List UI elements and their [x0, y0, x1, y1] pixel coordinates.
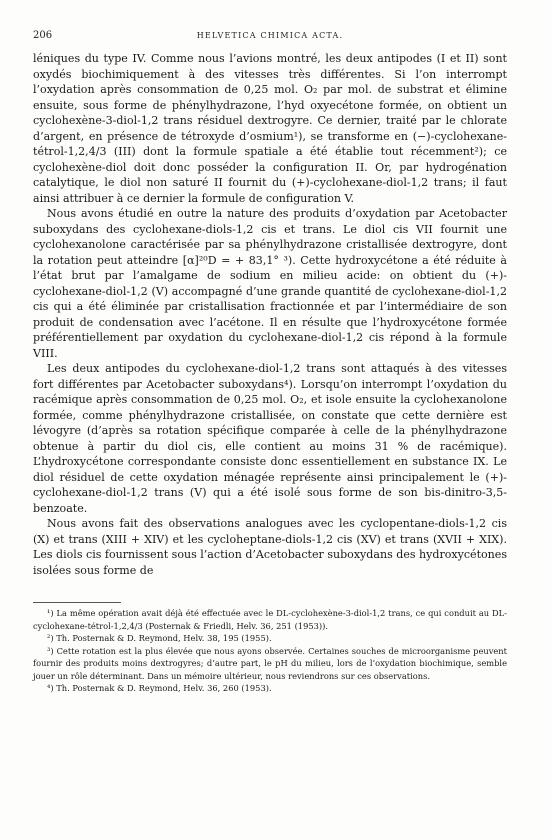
- footnote-divider: [33, 602, 121, 603]
- footnote-3: ³) Cette rotation est la plus élevée que nous ayons observée. Certaines souches de microorganisme peuvent fournir des produits moins dextrogyres; d’autre part, le pH du milieu, lors de l’oxydation biochimique, semble jouer un rôle déterminant. Dans un mémoire ultérieur, nous reviendrons sur ces observations.: [33, 645, 507, 681]
- footnote-4: ⁴) Th. Posternak & D. Reymond, Helv. 36, 260 (1953).: [47, 683, 272, 693]
- footnote-2: ²) Th. Posternak & D. Reymond, Helv. 38, 195 (1955).: [47, 633, 272, 643]
- page-header: [33, 30, 507, 44]
- paragraph-1: léniques du type IV. Comme nous l’avions montré, les deux antipodes (I et II) sont oxydés biochimiquement à des vitesses très différentes. Si l’on interrompt l’oxydation après consommation de 0,25 mol. O₂ par mol. de substrat et élimine ensuite, sous forme de phénylhydrazone, l’hyd oxyecétone formée, on obtient un cyclohexène-3-diol-1,2 trans résiduel dextrogyre. Ce dernier, traité par le chlorate d’argent, en présence de tétroxyde d’osmium¹), se transforme en (−)-cyclohexane-tétrol-1,2,4/3 (III) dont la formule spatiale a été établie tout récemment²); ce cyclohexène-diol doit donc posséder la configuration II. Or, par hydrogénation catalytique, le diol non saturé II fournit du (+)-cyclohexane-diol-1,2 trans; il faut ainsi attribuer à ce dernier la formule de configuration V.: [33, 52, 507, 205]
- footnotes: [33, 607, 507, 695]
- page-number: 206: [33, 30, 53, 41]
- paragraph-2: Nous avons étudié en outre la nature des produits d’oxydation par Acetobacter suboxydans des cyclohexane-diols-1,2 cis et trans. Le diol cis VII fournit une cyclohexanolone caractérisée par sa phénylhydrazone cristallisée dextrogyre, dont la rotation peut atteindre [α]²⁰D = + 83,1° ³). Cette hydroxycétone a été réduite à l’état brut par l’amalgame de sodium en milieu acide: on obtient du (+)-cyclohexane-diol-1,2 (V) accompagné d’une grande quantité de cyclohexane-diol-1,2 cis qui a été éliminée par cristallisation fractionnée et par l’intermédiaire de son produit de condensation avec l’acétone. Il en résulte que l’hydroxycétone formée préférentiellement par oxydation du cyclohexane-diol-1,2 cis répond à la formule VIII.: [33, 207, 507, 360]
- body-text: [33, 51, 507, 578]
- paragraph-3: Les deux antipodes du cyclohexane-diol-1,2 trans sont attaqués à des vitesses fort différentes par Acetobacter suboxydans⁴). Lorsqu’on interrompt l’oxydation du racémique après consommation de 0,25 mol. O₂, et isole ensuite la cyclohexanolone formée, comme phénylhydrazone cristallisée, on constate que cette dernière est lévogyre (d’après sa rotation spécifique comparée à celle de la phénylhydrazone obtenue à partir du diol cis, elle contient au moins 31 % de racémique). L’hydroxycétone correspondante consiste donc essentiellement en substance IX. Le diol résiduel de cette oxydation ménagée représente ainsi principalement le (+)-cyclohexane-diol-1,2 trans (V) qui a été isolé sous forme de son bis-dinitro-3,5-benzoate.: [33, 362, 507, 515]
- paragraph-4: Nous avons fait des observations analogues avec les cyclopentane-diols-1,2 cis (X) et trans (XIII + XIV) et les cycloheptane-diols-1,2 cis (XV) et trans (XVII + XIX). Les diols cis fournissent sous l’action d’Acetobacter suboxydans des hydroxycétones isolées sous forme de: [33, 517, 508, 577]
- journal-title: HELVETICA CHIMICA ACTA.: [196, 31, 344, 40]
- footnote-1: ¹) La même opération avait déjà été effectuée avec le DL-cyclohexène-3-diol-1,2 trans, ce qui conduit au DL-cyclohexane-tétrol-1,2,4/3 (Posternak & Friedli, Helv. 36, 251 (1953)).: [33, 608, 507, 631]
